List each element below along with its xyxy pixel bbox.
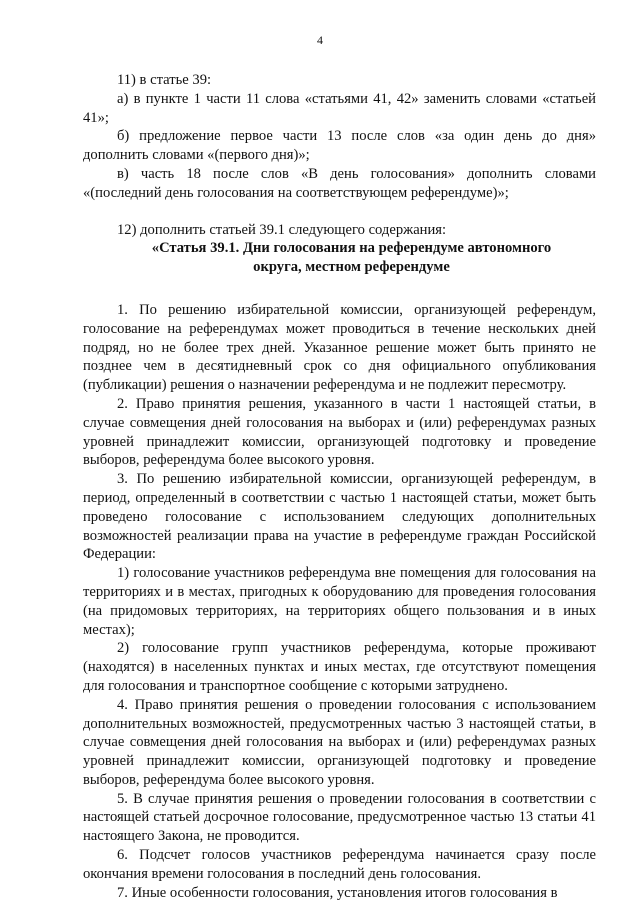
item-11-intro: 11) в статье 39: — [117, 72, 212, 88]
article-heading-line-2: округа, местном референдуме — [253, 259, 450, 276]
document-body — [83, 71, 596, 902]
paragraph-4: 4. Право принятия решения о проведении голосования с использованием дополнительных возможностей, предусмотренных частью 3 настоящей статьи, в случае совмещения дней голосования на выборах и (или) референдумах разных уровней принадлежит комиссии, организующей подготовку и проведение выборов, референдума более высокого уровня. — [83, 696, 596, 788]
paragraph-7: 7. Иные особенности голосования, установления итогов голосования в — [117, 884, 558, 901]
paragraph-3-subitem-1: 1) голосование участников референдума вне помещения для голосования на территориях и в местах, пригодных к оборудованию для проведения голосования (на придомовых территориях, на территориях общего пользования и в иных местах); — [83, 565, 596, 638]
item-11-subitem-a: а) в пункте 1 части 11 слова «статьями 41, 42» заменить словами «статьей 41»; — [83, 90, 596, 126]
paragraph-5: 5. В случае принятия решения о проведении голосования в соответствии с настоящей статьей досрочное голосование, предусмотренное частью 13 статьи 41 настоящего Закона, не проводится. — [83, 790, 596, 845]
item-11-subitem-b: б) предложение первое части 13 после слов «за один день до дня» дополнить словами «(первого дня)»; — [83, 128, 596, 164]
article-heading — [83, 239, 596, 277]
item-11-subitem-c: в) часть 18 после слов «В день голосования» дополнить словами «(последний день голосования на соответствующем референдуме)»; — [83, 165, 596, 201]
article-heading-line-1: «Статья 39.1. Дни голосования на референдуме автономного — [151, 240, 552, 257]
paragraph-6: 6. Подсчет голосов участников референдума начинается сразу после окончания времени голосования в последний день голосования. — [83, 847, 596, 882]
paragraph-2: 2. Право принятия решения, указанного в части 1 настоящей статьи, в случае совмещения дней голосования на выборах и (или) референдумах разных уровней принадлежит комиссии, организующей подготовку и проведение выборов, референдума более высокого уровня. — [83, 395, 596, 469]
paragraph-3-subitem-2: 2) голосование групп участников референдума, которые проживают (находятся) в населенных пунктах и иных местах, где отсутствуют помещения для голосования и транспортное сообщение с которыми затруднено. — [83, 640, 596, 694]
page-number: 4 — [317, 33, 323, 47]
paragraph-3: 3. По решению избирательной комиссии, организующей референдум, в период, определенный в соответствии с частью 1 настоящей статьи, может быть проведено голосование с использованием следующих дополнительных возможностей реализации права на участие в референдуме граждан Российской Федерации: — [83, 471, 596, 563]
item-12-intro: 12) дополнить статьей 39.1 следующего содержания: — [117, 221, 447, 238]
paragraph-1: 1. По решению избирательной комиссии, организующей референдум, голосование на референдумах может проводиться в течение нескольких дней подряд, но не более трех дней. Указанное решение может быть принято не позднее чем в десятидневный срок со дня официального опубликования (публикации) решения о назначении референдума и не подлежит пересмотру. — [83, 301, 596, 394]
